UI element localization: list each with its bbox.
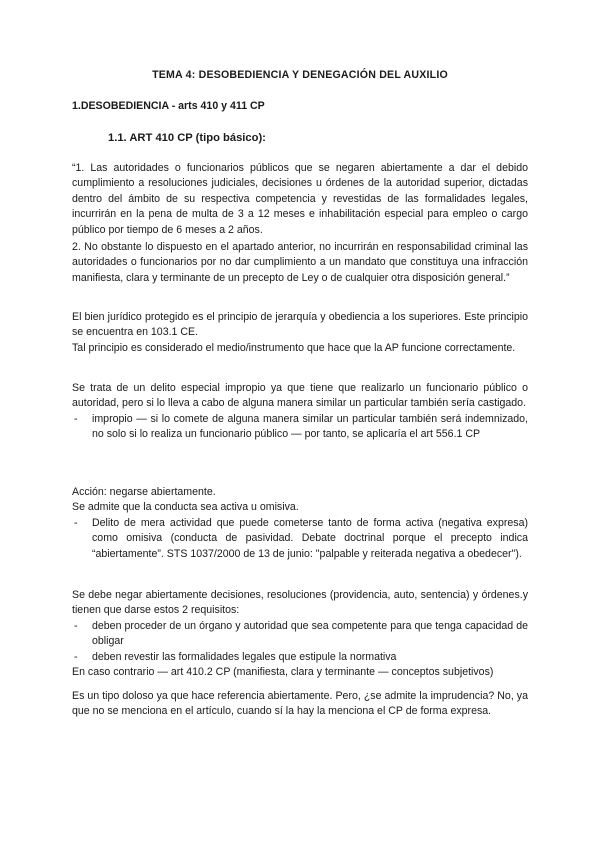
conducta-line: Se admite que la conducta sea activa u omisiva. <box>72 501 299 514</box>
doloso-paragraph: Es un tipo doloso ya que hace referencia abiertamente. Pero, ¿se admite la imprudencia? No, ya que no se menciona en el artículo, cuando sí la hay la menciona el CP de forma expresa. <box>72 690 528 718</box>
accion-line: Acción: negarse abiertamente. <box>72 486 216 498</box>
bullet-dash: - <box>74 650 78 663</box>
bullet-dash: - <box>74 412 78 425</box>
bullet-text: impropio — si lo comete de alguna manera similar un particular también será indemnizado, no solo si lo realiza un funcionario público — por tanto, se aplicaría el art 556.1 CP <box>92 412 528 441</box>
bien-juridico-block <box>72 310 528 356</box>
delito-especial-paragraph: Se trata de un delito especial impropio ya que tiene que realizarlo un funcionario público o autoridad, pero si lo lleva a cabo de alguna manera similar un particular también sería castigado. <box>72 382 528 410</box>
list-item <box>72 650 528 665</box>
bullet-text: deben proceder de un órgano y autoridad que sea competente para que tenga capacidad de obligar <box>92 619 528 648</box>
quote-paragraph-2: 2. No obstante lo dispuesto en el apartado anterior, no incurrirán en responsabilidad criminal las autoridades o funcionarios por no dar cumplimiento a un mandato que constituya una infracción manifiesta, clara y terminante de un precepto de Ley o de cualquier otra disposición general.” <box>72 241 528 284</box>
bullet-text: Delito de mera actividad que puede cometerse tanto de forma activa (negativa expresa) como omisiva (conducta de pasividad. Debate doctrinal porque el precepto indica “abiertamente”. STS 1037/2000 de 13 de junio: "palpable y reiterada negativa a obedecer"). <box>92 516 528 560</box>
subsection-heading: 1.1. ART 410 CP (tipo básico): <box>108 132 266 144</box>
quote-paragraph-1: “1. Las autoridades o funcionarios públicos que se negaren abiertamente a dar el debido cumplimiento a resoluciones judiciales, decisiones u órdenes de la autoridad superior, dictadas dentro del ámbito de su respectiva competencia y revestidas de las formalidades legales, incurrirán en la pena de multa de 3 a 12 meses e inhabilitación especial para empleo o cargo público por tiempo de 6 meses a 2 años. <box>72 162 528 236</box>
list-item <box>72 619 528 650</box>
section-heading-suffix: - arts 410 y 411 CP <box>168 100 265 112</box>
list-item <box>72 516 528 562</box>
bullet-dash: - <box>74 619 78 632</box>
bullet-text: deben revestir las formalidades legales que estipule la normativa <box>92 650 397 663</box>
requisitos-block <box>72 588 528 680</box>
list-item <box>72 412 528 443</box>
section-heading <box>72 99 265 114</box>
bien-juridico-paragraph-1: El bien jurídico protegido es el principio de jerarquía y obediencia a los superiores. Este principio se encuentra en 103.1 CE. <box>72 311 528 339</box>
requisitos-intro: Se debe negar abiertamente decisiones, resoluciones (providencia, auto, sentencia) y órdenes.y tienen que darse estos 2 requisitos: <box>72 589 528 617</box>
document-title: TEMA 4: DESOBEDIENCIA Y DENEGACIÓN DEL AUXILIO <box>152 69 448 81</box>
section-heading-main: 1.DESOBEDIENCIA <box>72 100 169 112</box>
bullet-dash: - <box>74 516 78 529</box>
accion-block <box>72 485 528 562</box>
bien-juridico-paragraph-2: Tal principio es considerado el medio/instrumento que hace que la AP funcione correctamente. <box>72 341 516 354</box>
caso-contrario-line: En caso contrario — art 410.2 CP (manifiesta, clara y terminante — conceptos subjetivos) <box>72 666 494 679</box>
delito-especial-block <box>72 381 528 443</box>
